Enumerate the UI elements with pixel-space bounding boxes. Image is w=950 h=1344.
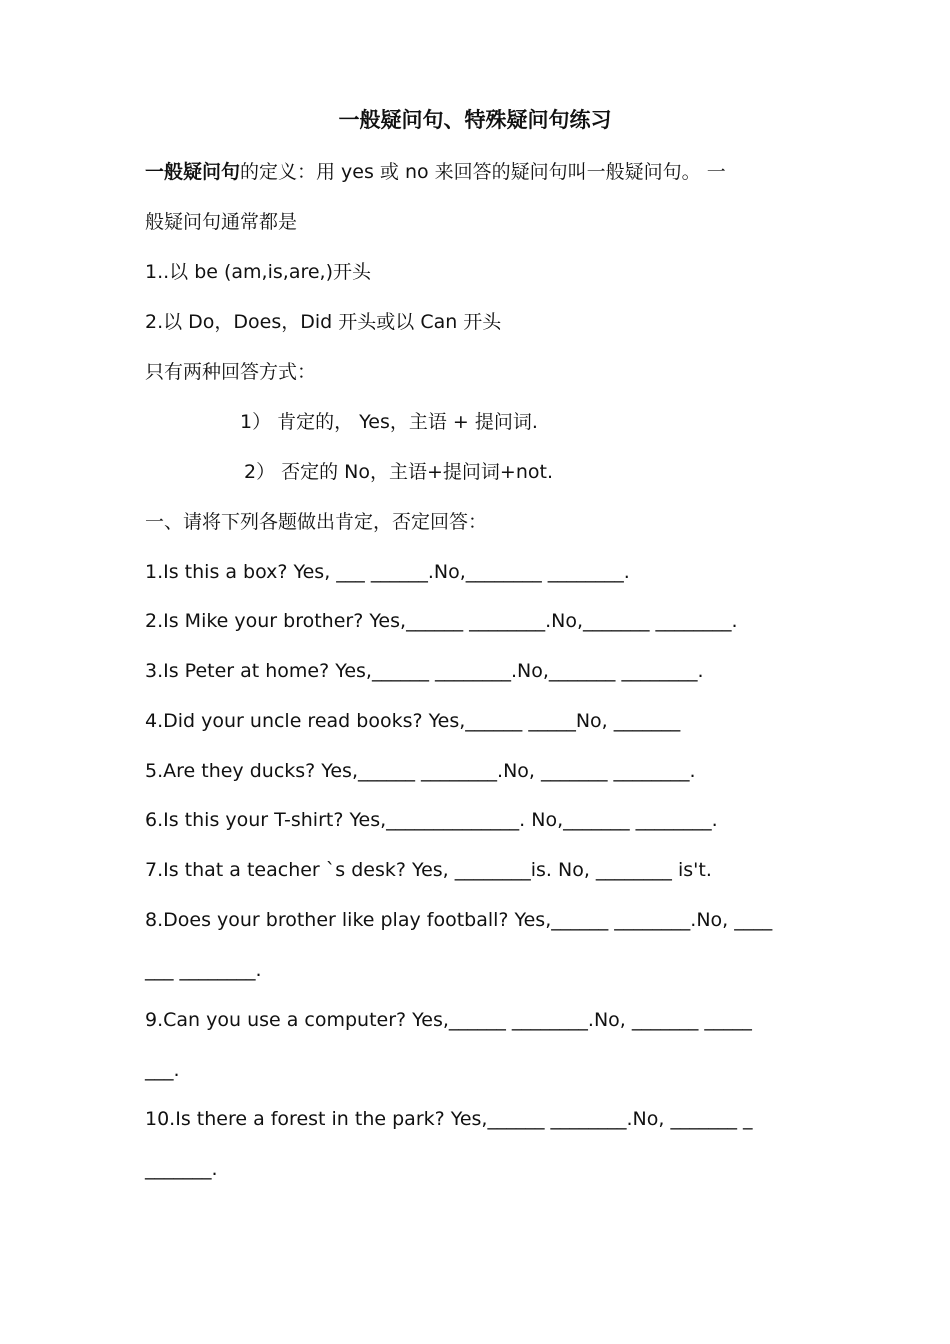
- definition-line-1: [145, 159, 810, 185]
- question-9: 9.Can you use a computer? Yes,______ ________.No, _______ _____: [145, 1009, 752, 1031]
- question-7: 7.Is that a teacher `s desk? Yes, ________is. No, ________ is't.: [145, 859, 712, 881]
- answer-type-negative: 2） 否定的 No，主语+提问词+not.: [244, 461, 554, 483]
- rule-2: 2.以 Do，Does，Did 开头或以 Can 开头: [145, 311, 502, 333]
- rule-1: 1..以 be (am,is,are,)开头: [145, 261, 371, 283]
- definition-term: 一般疑问句: [145, 161, 241, 183]
- section-heading: 一、请将下列各题做出肯定，否定回答：: [145, 511, 488, 533]
- question-1: 1.Is this a box? Yes, ___ ______.No,________ ________.: [145, 561, 630, 583]
- question-3: 3.Is Peter at home? Yes,______ ________.No,_______ ________.: [145, 660, 704, 682]
- answer-intro: 只有两种回答方式：: [145, 361, 317, 383]
- definition-text: 的定义：用 yes 或 no 来回答的疑问句叫一般疑问句。 一: [240, 161, 726, 183]
- question-5: 5.Are they ducks? Yes,______ ________.No, _______ ________.: [145, 760, 696, 782]
- question-10-continued: _______.: [145, 1158, 218, 1180]
- question-6: 6.Is this your T-shirt? Yes,______________. No,_______ ________.: [145, 809, 718, 831]
- question-10: 10.Is there a forest in the park? Yes,______ ________.No, _______ _: [145, 1108, 753, 1130]
- page-title: 一般疑问句、特殊疑问句练习: [338, 108, 612, 132]
- question-2: 2.Is Mike your brother? Yes,______ ________.No,_______ ________.: [145, 610, 738, 632]
- question-8: 8.Does your brother like play football? Yes,______ ________.No, ____: [145, 909, 773, 931]
- question-4: 4.Did your uncle read books? Yes,______ _____No, _______: [145, 710, 681, 732]
- definition-line-2: 般疑问句通常都是: [145, 211, 298, 233]
- question-8-continued: ___ ________.: [145, 959, 262, 981]
- answer-type-positive: 1） 肯定的， Yes，主语 + 提问词.: [240, 411, 538, 433]
- question-9-continued: ___.: [145, 1059, 180, 1081]
